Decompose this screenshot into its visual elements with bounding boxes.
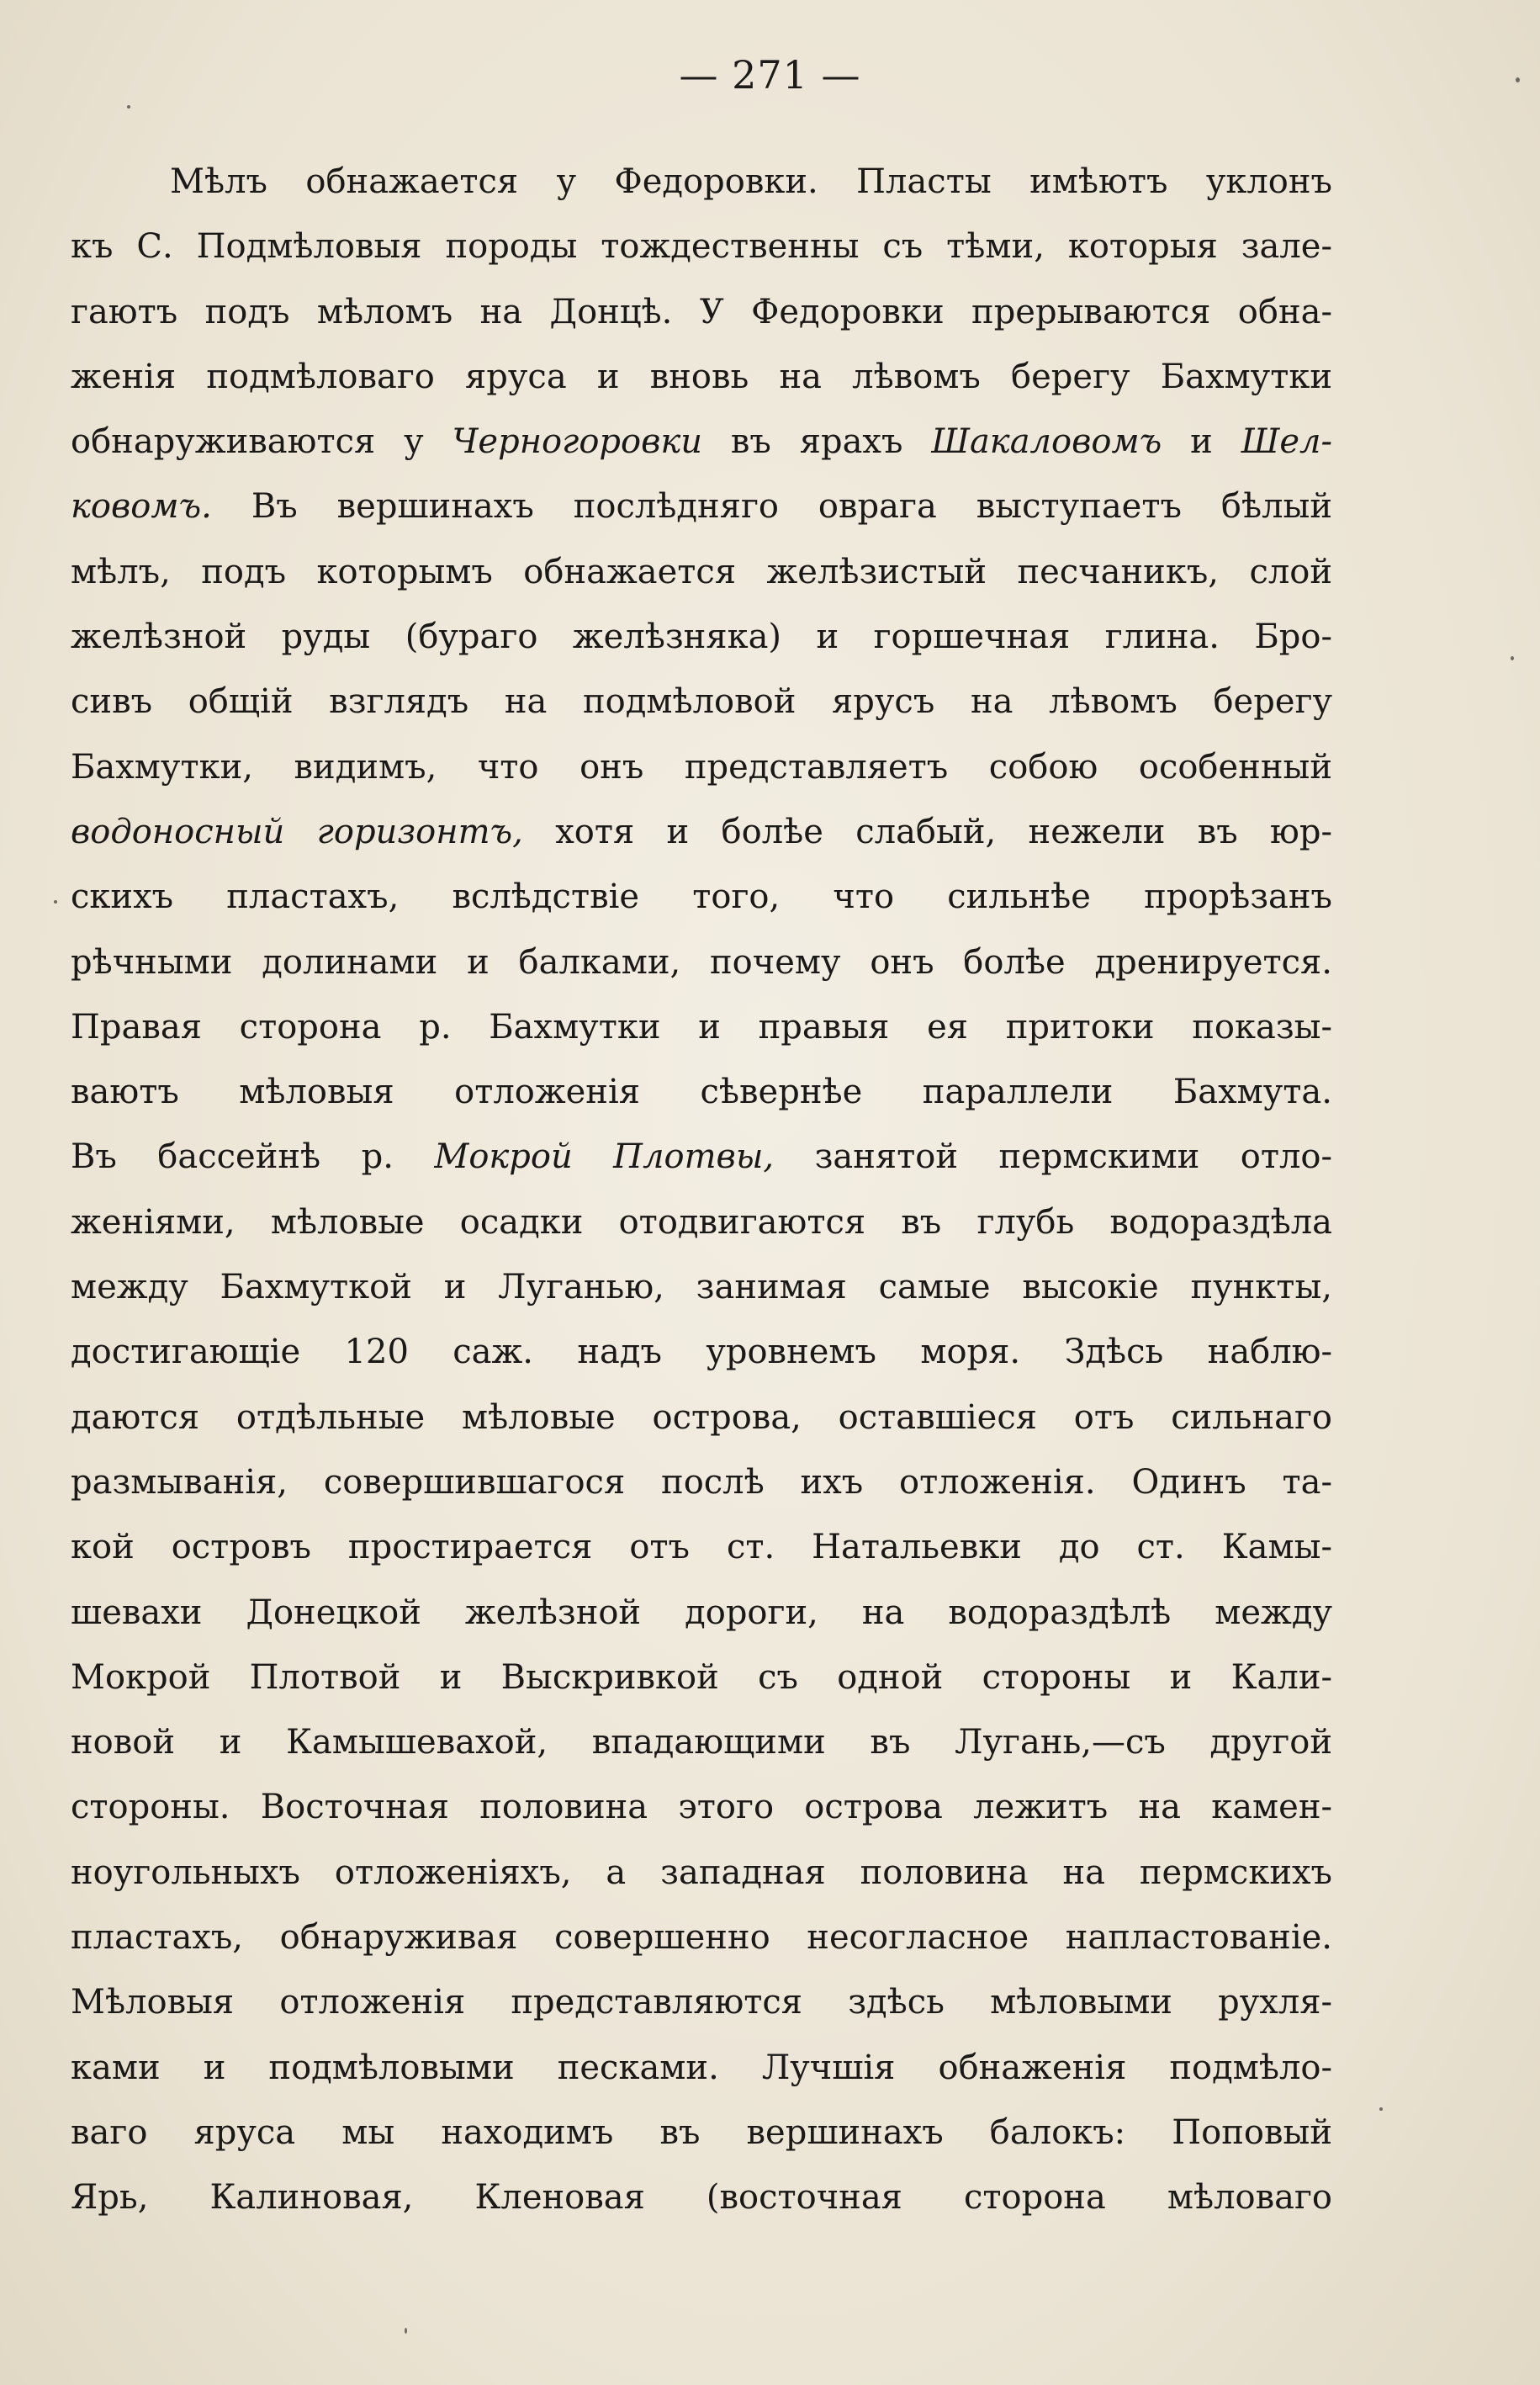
text-line bbox=[71, 1710, 1332, 1775]
italic-text-segment: Мокрой Плотвы, bbox=[434, 1137, 775, 1177]
text-segment: ваго яруса мы находимъ въ вершинахъ балокъ: Поповый bbox=[71, 2112, 1332, 2152]
text-line bbox=[71, 865, 1332, 930]
text-segment: достигающіе 120 саж. надъ уровнемъ моря. Здѣсь наблю- bbox=[71, 1333, 1332, 1372]
text-segment: хотя и болѣе слабый, нежели въ юр- bbox=[522, 812, 1332, 851]
text-segment: скихъ пластахъ, вслѣдствіе того, что сильнѣе прорѣзанъ bbox=[71, 877, 1332, 917]
text-line bbox=[71, 345, 1332, 410]
text-line bbox=[71, 215, 1332, 279]
text-segment: въ ярахъ bbox=[702, 422, 932, 462]
text-segment: женіями, мѣловые осадки отодвигаются въ глубь водораздѣла bbox=[71, 1202, 1332, 1242]
text-segment: Мѣловыя отложенія представляются здѣсь мѣловыми рухля- bbox=[71, 1983, 1332, 2022]
text-line bbox=[71, 2101, 1332, 2165]
text-line bbox=[71, 605, 1332, 670]
text-segment: пластахъ, обнаруживая совершенно несогласное напластованіе. bbox=[71, 1918, 1332, 1958]
text-segment: желѣзной руды (бураго желѣзняка) и горшечная глина. Бро- bbox=[71, 617, 1332, 657]
text-segment: ноугольныхъ отложеніяхъ, а западная половина на пермскихъ bbox=[71, 1852, 1332, 1892]
text-segment: кой островъ простирается отъ ст. Натальевки до ст. Камы- bbox=[71, 1528, 1332, 1567]
italic-text-segment: Шел- bbox=[1241, 422, 1332, 462]
text-segment: стороны. Восточная половина этого острова лежитъ на камен- bbox=[71, 1788, 1332, 1827]
text-line bbox=[71, 1060, 1332, 1125]
text-segment: рѣчными долинами и балками, почему онъ болѣе дренируется. bbox=[71, 942, 1332, 982]
paper-speck bbox=[1379, 2107, 1383, 2111]
text-segment: Бахмутки, видимъ, что онъ представляетъ собою особенный bbox=[71, 747, 1332, 787]
text-segment: гаютъ подъ мѣломъ на Донцѣ. У Федоровки прерываются обна- bbox=[71, 292, 1332, 331]
text-line bbox=[71, 735, 1332, 800]
text-segment: женія подмѣловаго яруса и вновь на лѣвомъ берегу Бахмутки bbox=[71, 357, 1332, 396]
text-line bbox=[71, 474, 1332, 539]
text-line bbox=[71, 1775, 1332, 1840]
text-segment: даются отдѣльные мѣловые острова, оставшіеся отъ сильнаго bbox=[71, 1397, 1332, 1437]
body-text bbox=[71, 150, 1332, 2231]
text-segment: и bbox=[1162, 422, 1241, 462]
page-number: — 271 — bbox=[679, 52, 861, 98]
text-line bbox=[71, 670, 1332, 734]
italic-text-segment: ковомъ. bbox=[71, 487, 212, 527]
text-line bbox=[71, 540, 1332, 605]
paper-speck bbox=[1511, 656, 1514, 660]
text-segment: сивъ общій взглядъ на подмѣловой ярусъ на лѣвомъ берегу bbox=[71, 682, 1332, 722]
text-segment: занятой пермскими отло- bbox=[774, 1137, 1333, 1177]
italic-text-segment: Черногоровки bbox=[452, 422, 703, 462]
paper-speck bbox=[127, 105, 130, 109]
paper-speck bbox=[405, 2328, 407, 2334]
text-line bbox=[71, 1646, 1332, 1710]
text-line bbox=[71, 280, 1332, 345]
text-line bbox=[71, 1386, 1332, 1450]
text-segment: шевахи Донецкой желѣзной дороги, на водораздѣлѣ между bbox=[71, 1593, 1332, 1632]
text-segment: размыванія, совершившагося послѣ ихъ отложенія. Одинъ та- bbox=[71, 1462, 1332, 1502]
text-line bbox=[71, 1125, 1332, 1190]
text-segment: новой и Камышевахой, впадающими въ Лугань,—съ другой bbox=[71, 1723, 1332, 1762]
text-segment: мѣлъ, подъ которымъ обнажается желѣзистый песчаникъ, слой bbox=[71, 552, 1332, 591]
text-line bbox=[71, 1970, 1332, 2035]
text-line bbox=[71, 1905, 1332, 1970]
text-line bbox=[71, 1515, 1332, 1580]
text-segment: Правая сторона р. Бахмутки и правыя ея притоки показы- bbox=[71, 1007, 1332, 1047]
text-line bbox=[71, 995, 1332, 1060]
text-segment: между Бахмуткой и Луганью, занимая самые высокіе пункты, bbox=[71, 1268, 1332, 1307]
text-line bbox=[71, 1190, 1332, 1255]
text-segment: Въ вершинахъ послѣдняго оврага выступаетъ бѣлый bbox=[211, 487, 1332, 527]
text-line bbox=[71, 410, 1332, 474]
text-segment: Въ бассейнѣ р. bbox=[71, 1137, 435, 1177]
paper-speck bbox=[54, 900, 57, 904]
text-line bbox=[71, 150, 1332, 215]
italic-text-segment: Шакаловомъ bbox=[931, 422, 1162, 462]
text-segment: ваютъ мѣловыя отложенія сѣвернѣе параллели Бахмута. bbox=[71, 1073, 1332, 1112]
text-segment: Ярь, Калиновая, Кленовая (восточная сторона мѣловаго bbox=[71, 2178, 1332, 2218]
text-line bbox=[71, 1581, 1332, 1646]
text-line bbox=[71, 1320, 1332, 1385]
text-segment: обнаруживаются у bbox=[71, 422, 452, 462]
text-segment: къ С. Подмѣловыя породы тождественны съ тѣми, которыя зале- bbox=[71, 227, 1332, 267]
paper-speck bbox=[1516, 77, 1520, 82]
text-line bbox=[71, 1450, 1332, 1515]
text-line bbox=[71, 930, 1332, 995]
text-line bbox=[71, 1255, 1332, 1320]
text-segment: ками и подмѣловыми песками. Лучшія обнаженія подмѣло- bbox=[71, 2048, 1332, 2087]
text-segment: Мокрой Плотвой и Выскривкой съ одной стороны и Кали- bbox=[71, 1657, 1332, 1697]
italic-text-segment: водоносный горизонтъ, bbox=[71, 812, 523, 851]
text-line bbox=[71, 1841, 1332, 1905]
text-line bbox=[71, 2036, 1332, 2101]
text-line bbox=[71, 2165, 1332, 2230]
text-segment: Мѣлъ обнажается у Федоровки. Пласты имѣютъ уклонъ bbox=[170, 162, 1332, 201]
text-line bbox=[71, 800, 1332, 865]
